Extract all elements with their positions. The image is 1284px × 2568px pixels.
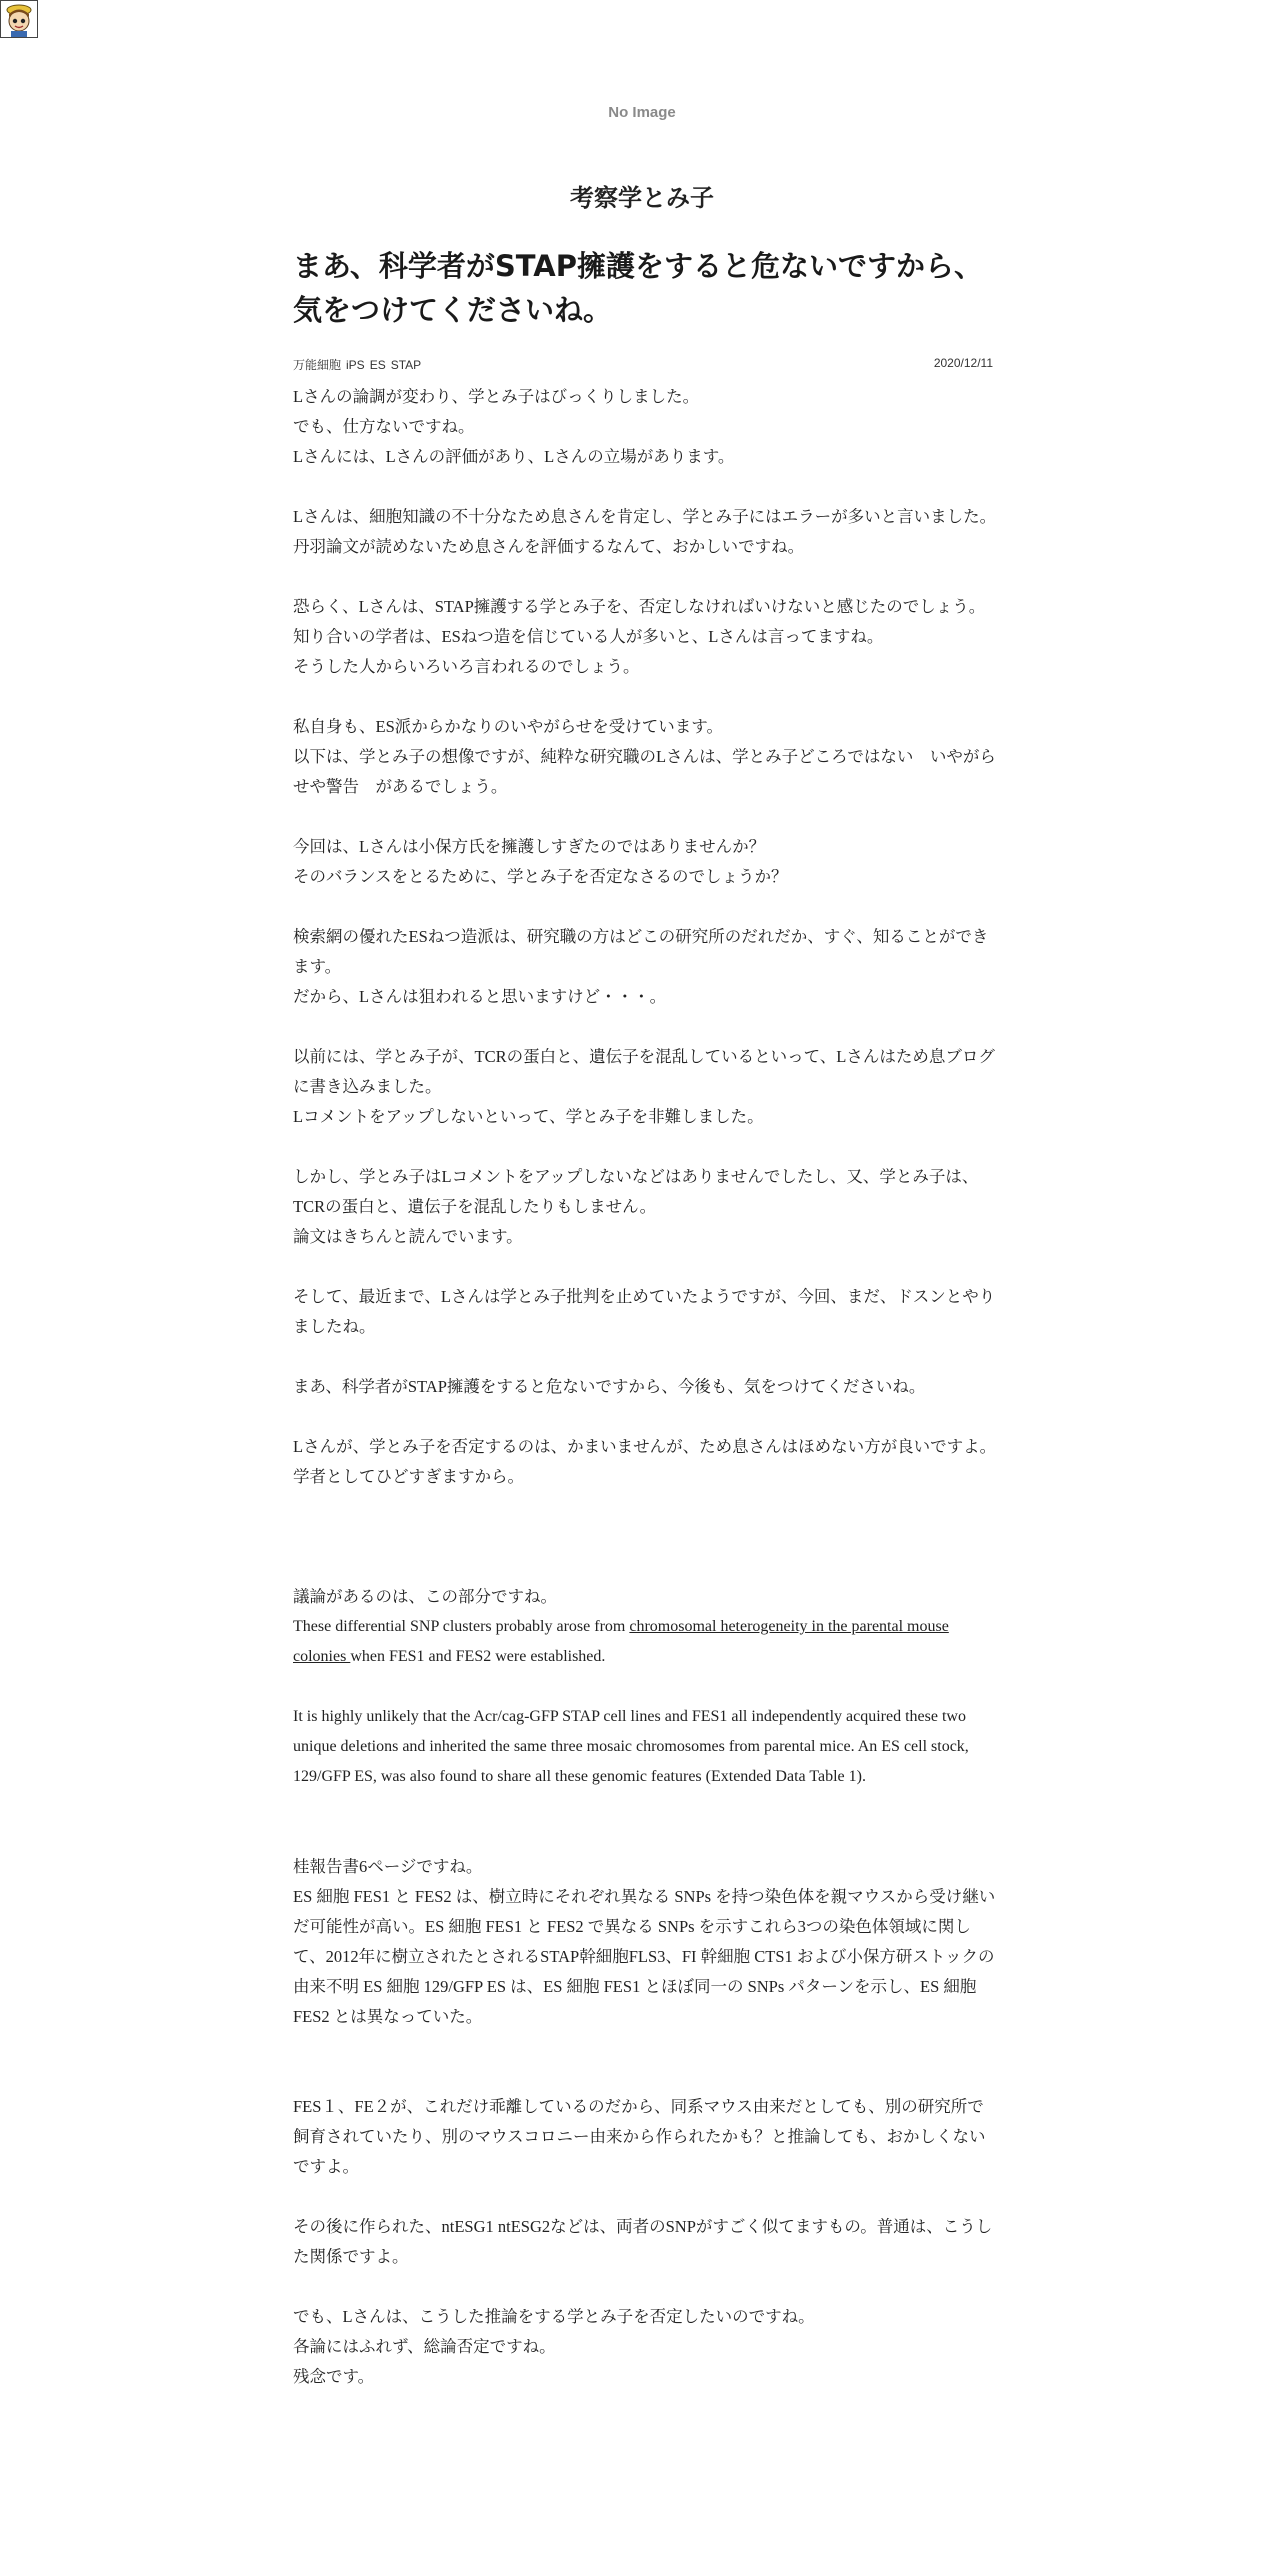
body-line: そうした人からいろいろ言われるのでしょう。 [293,657,640,676]
body-line: 各論にはふれず、総論否定ですね。 [293,2337,556,2356]
post-date: 2020/12/11 [933,356,993,370]
body-line: その後に作られた、ntESG1 ntESG2などは、両者のSNPがすごく似てますもの。普通は、こうした関係ですよ。 [293,2217,993,2266]
body-line: FES１、FE２が、これだけ乖離しているのだから、同系マウス由来だとしても、別の研究所で飼育されていたり、別のマウスコロニー由来から作られたかも？と推論しても、おかしくないですよ。 [293,2097,986,2176]
body-line: 今回は、Lさんは小保方氏を擁護しすぎたのではありませんか？ [293,837,766,856]
body-line: 以前には、学とみ子が、TCRの蛋白と、遺伝子を混乱しているといって、Lさんはため息ブログに書き込みました。 [293,1047,995,1096]
body-line: 丹羽論文が読めないため息さんを評価するなんて、おかしいですね。 [293,537,805,556]
body-line: 検索網の優れたESねつ造派は、研究職の方はどこの研究所のだれだか、すぐ、知ることができます。 [293,927,989,976]
body-line: そのバランスをとるために、学とみ子を否定なさるのでしょうか？ [293,867,788,886]
body-line: 恐らく、Lさんは、STAP擁護する学とみ子を、否定しなければいけないと感じたのでしょう。 [293,597,986,616]
body-line: でも、仕方ないですね。 [293,417,475,436]
body-line: 学者としてひどすぎますから。 [293,1467,524,1486]
body-line: 私自身も、ES派からかなりのいやがらせを受けています。 [293,717,723,736]
body-line: Lさんが、学とみ子を否定するのは、かまいませんが、ため息さんはほめない方が良いですよ。 [293,1437,997,1456]
body-line: しかし、学とみ子はLコメントをアップしないなどはありませんでしたし、又、学とみ子は、TCRの蛋白と、遺伝子を混乱したりもしません。 [293,1167,979,1216]
avatar-icon [1,1,37,37]
body-line: Lさんには、Lさんの評価があり、Lさんの立場があります。 [293,447,735,466]
post-meta [293,356,993,373]
english-quote: These differential SNP clusters probably arose from chromosomal heterogeneity in the parental mouse colonies when FES1 and FES2 were established. [293,1618,949,1665]
tag[interactable]: 万能細胞 [293,358,342,372]
quote-section [293,1582,998,1792]
english-quote-2: It is highly unlikely that the Acr/cag-GFP STAP cell lines and FES1 all independently acquired these two unique deletions and inherited the same three mosaic chromosomes from parental mice. An ES cell stock, 129/GFP ES, was also found to share all these genomic features (Extended Data Table 1). [293,1708,969,1785]
quote-intro: 議論があるのは、この部分ですね。 [293,1587,557,1606]
body-line: Lコメントをアップしないといって、学とみ子を非難しました。 [293,1107,764,1126]
post-body [293,382,998,2392]
tag[interactable]: ES [369,358,386,372]
tag[interactable]: STAP [390,358,422,372]
report-section [293,1852,998,2032]
body-line: 残念です。 [293,2367,375,2386]
body-line: まあ、科学者がSTAP擁護をすると危ないですから、今後も、気をつけてくださいね。 [293,1377,926,1396]
quote-link[interactable]: chromosomal heterogeneity in the parental mouse colonies [293,1618,949,1665]
body-line: 以下は、学とみ子の想像ですが、純粋な研究職のLさんは、学とみ子どころではない いやがらせや警告 があるでしょう。 [293,747,996,796]
report-text: ES 細胞 FES1 と FES2 は、樹立時にそれぞれ異なる SNPs を持つ染色体を親マウスから受け継いだ可能性が高い。ES 細胞 FES1 と FES2 で異なる SNPs を示すこれら3つの染色体領域に関して、2012年に樹立されたとされるSTAP幹細胞FLS3、FI 幹細胞 CTS1 および小保方研ストックの由来不明 ES 細胞 129/GFP ES は、ES 細胞 FES1 とほぼ同一の SNPs パターンを示し、ES 細胞 FES2 とは異なっていた。 [293,1887,996,2026]
blog-title[interactable]: 考察学とみ子 [570,184,714,212]
body-line: Lさんは、細胞知識の不十分なため息さんを肯定し、学とみ子にはエラーが多いと言いました。 [293,507,997,526]
tag[interactable]: iPS [346,358,365,372]
body-line: 論文はきちんと読んでいます。 [293,1227,523,1246]
body-line: でも、Lさんは、こうした推論をする学とみ子を否定したいのですね。 [293,2307,815,2326]
header-image-placeholder: No Image [608,104,676,121]
body-line: 知り合いの学者は、ESねつ造を信じている人が多いと、Lさんは言ってますね。 [293,627,884,646]
closing-paragraphs [293,2092,998,2392]
body-line: Lさんの論調が変わり、学とみ子はびっくりしました。 [293,387,700,406]
body-line: だから、Lさんは狙われると思いますけど・・・。 [293,987,667,1006]
avatar[interactable] [0,0,38,38]
tag-list [293,358,426,372]
main-paragraphs [293,382,998,1492]
body-line: そして、最近まで、Lさんは学とみ子批判を止めていたようですが、今回、まだ、ドスンとやりましたね。 [293,1287,996,1336]
post-title: まあ、科学者がSTAP擁護をすると危ないですから、気をつけてくださいね。 [293,249,983,327]
report-intro: 桂報告書6ページですね。 [293,1857,483,1876]
